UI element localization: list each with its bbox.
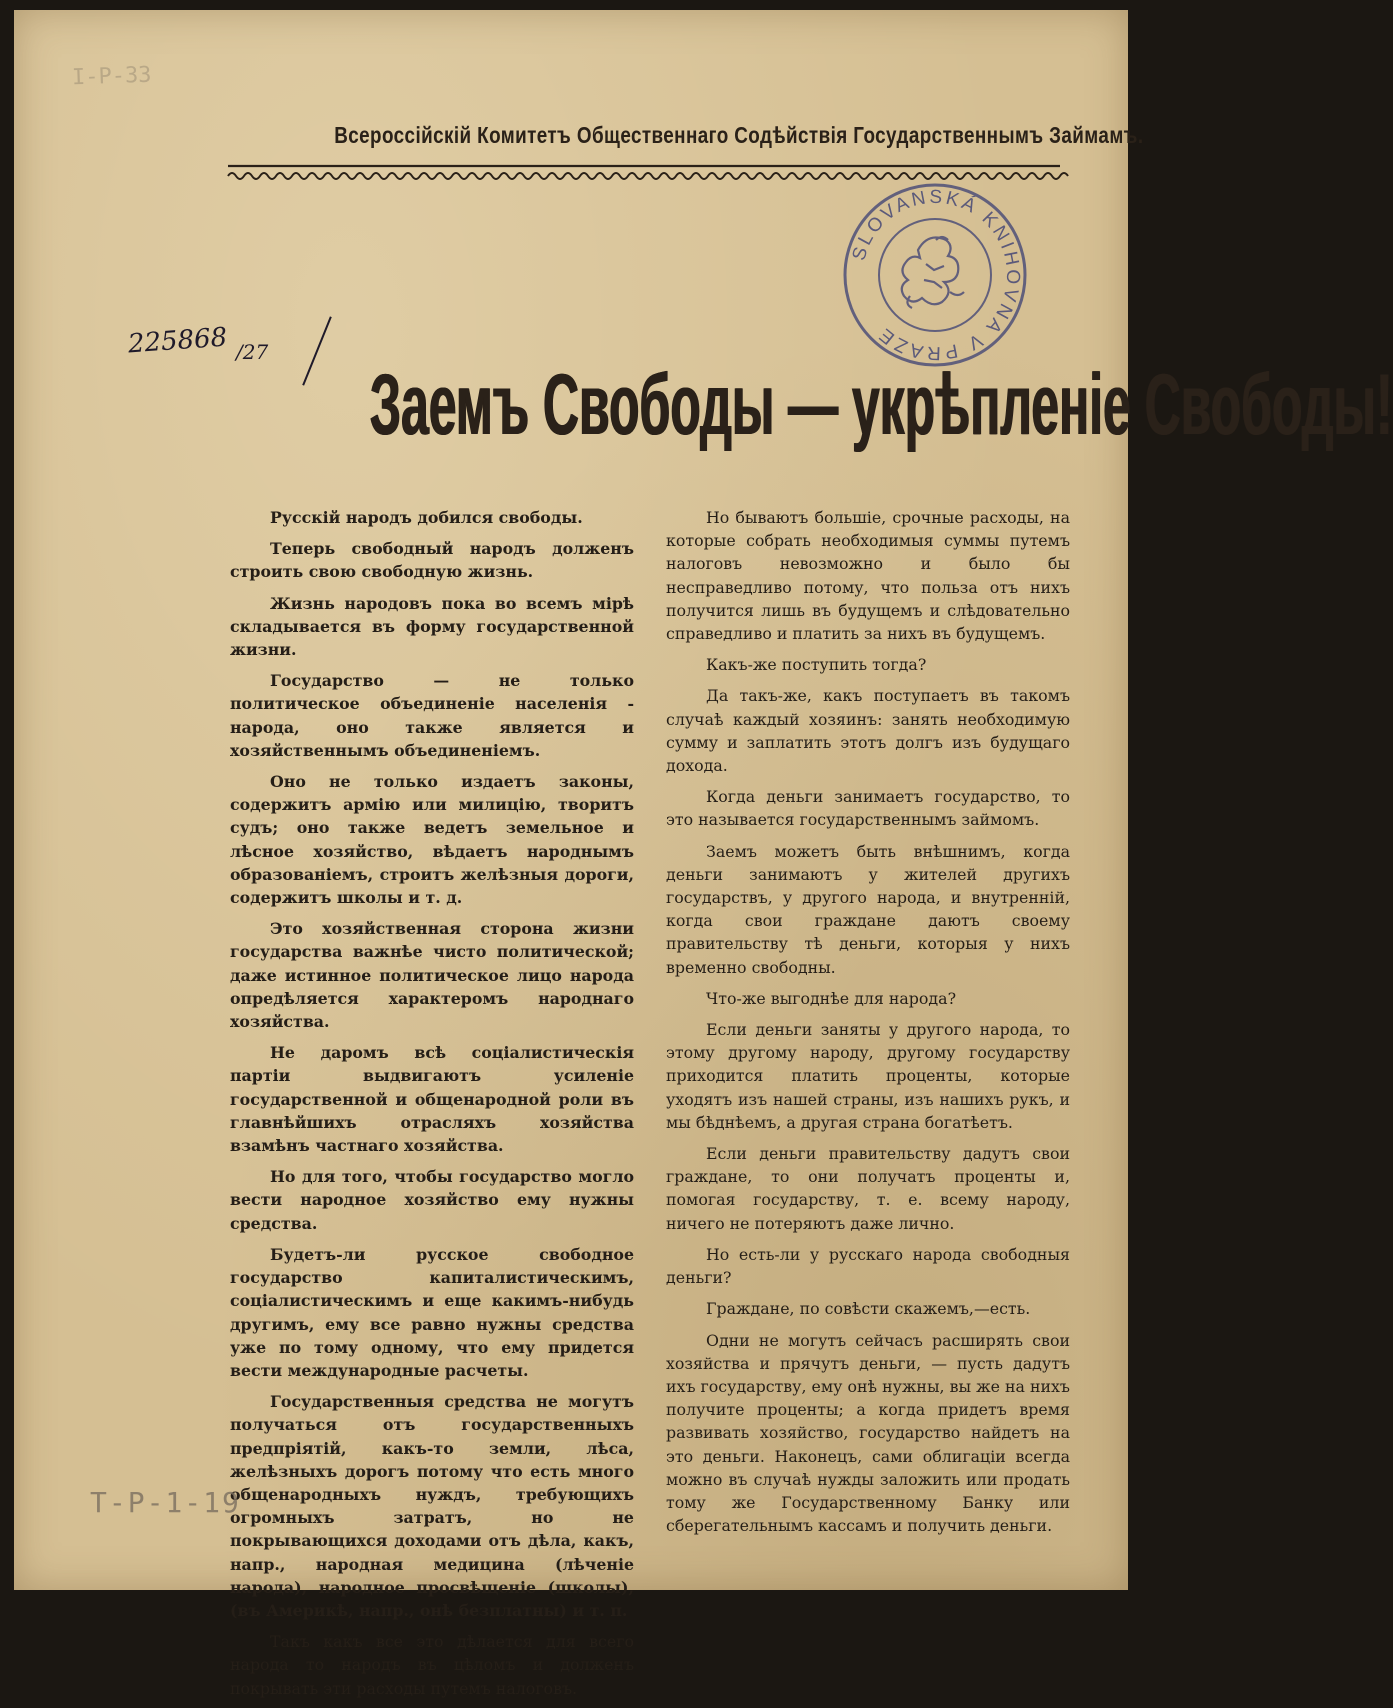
paragraph: Русскій народъ добился свободы.	[270, 508, 583, 527]
paragraph: Граждане, по совѣсти скажемъ,—есть.	[706, 1299, 1031, 1319]
lion-emblem-icon	[902, 237, 964, 308]
organization-header: Всероссійскій Комитетъ Общественнаго Содѣйствія Государственнымъ Займамъ.	[334, 122, 1144, 148]
paragraph: Теперь свободный народъ долженъ строить свою свободную жизнь.	[230, 539, 634, 582]
paragraph: Оно не только издаетъ законы, содержитъ армію или милицію, творитъ судъ; оно также ведетъ земельное и лѣсное хозяйство, вѣдаетъ народнымъ образованіемъ, строитъ желѣзныя дороги, содержитъ школы и т. д.	[230, 772, 634, 908]
catalog-number-main: 225868	[127, 322, 229, 360]
catalog-slash	[302, 316, 332, 385]
paragraph: Одни не могутъ сейчасъ расширять свои хозяйства и прячутъ деньги, — пусть дадутъ ихъ государству, ему онѣ нужны, вы же на нихъ получите проценты; а когда придетъ время развивать хозяйство, государство найдетъ на это деньги. Наконецъ, сами облигаціи всегда можно въ случаѣ нужды заложить или продать тому же Государственному Банку или сберегательнымъ кассамъ и получить деньги.	[666, 1330, 1070, 1536]
paragraph: Такъ какъ все это дѣлается для всего народа то народъ въ цѣломъ и долженъ покрывать эти расходы путемъ налоговъ.	[230, 1632, 634, 1698]
paragraph: Если деньги правительству дадутъ свои граждане, то они получатъ проценты и, помогая государству, т. е. всему народу, ничего не потеряютъ даже лично.	[666, 1144, 1070, 1233]
paragraph: Заемъ можетъ быть внѣшнимъ, когда деньги занимаютъ у жителей другихъ государствъ, у другого народа, и внутренній, когда свои граждане даютъ своему правительству тѣ деньги, которыя у нихъ временно свободны.	[666, 841, 1070, 977]
svg-text:SLOVANSKÁ KNIHOVNA V PRAZE	[849, 187, 1024, 363]
column-right	[666, 506, 1070, 1545]
catalog-number	[118, 310, 288, 390]
paragraph: Когда деньги занимаетъ государство, то это называется государственнымъ займомъ.	[666, 787, 1070, 830]
main-title: Заемъ Свободы — укрѣпленіе Свободы!	[369, 357, 1393, 453]
paragraph: Жизнь народовъ пока во всемъ мірѣ складывается въ форму государственной жизни.	[230, 593, 634, 660]
paragraph: Да такъ-же, какъ поступаетъ въ такомъ случаѣ каждый хозяинъ: занять необходимую сумму и заплатить этотъ долгъ изъ будущаго дохода.	[666, 686, 1070, 776]
paragraph: Не даромъ всѣ соціалистическія партіи выдвигаютъ усиленіе государственной и общенародной роли въ главнѣйшихъ отрасляхъ хозяйства взамѣнъ частнаго хозяйства.	[230, 1043, 634, 1156]
column-left	[230, 506, 634, 1708]
paragraph: Но для того, чтобы государство могло вести народное хозяйство ему нужны средства.	[230, 1167, 634, 1233]
paragraph: Но есть-ли у русскаго народа свободныя деньги?	[666, 1244, 1070, 1288]
pencil-mark-bottom: T-P-1-19	[90, 1486, 241, 1519]
paragraph: Государственныя средства не могутъ получаться отъ государственныхъ предпріятій, какъ-то земли, лѣса, желѣзныхъ дорогъ потому что есть много общенародныхъ нуждъ, требующихъ огромныхъ затратъ, но не покрывающихся доходами отъ дѣла, какъ, напр., народная медицина (лѣченіе народа), народное просвѣщеніе (школы), (въ Америкѣ, напр., онѣ безплатны) и т. п.	[230, 1392, 634, 1620]
paragraph: Что-же выгоднѣе для народа?	[706, 988, 957, 1008]
paragraph: Какъ-же поступить тогда?	[706, 655, 927, 675]
paragraph: Это хозяйственная сторона жизни государства важнѣе чисто политической; даже истинное политическое лицо народа опредѣляется характеромъ народнаго хозяйства.	[230, 919, 634, 1032]
paragraph: Если деньги заняты у другого народа, то этому другому народу, другому государству приходится платить проценты, которые уходятъ изъ нашей страны, изъ нашихъ рукъ, и мы бѣднѣемъ, а другая страна богатѣетъ.	[666, 1020, 1070, 1132]
paragraph: Но бываютъ большіе, срочные расходы, на которые собрать необходимыя суммы путемъ налоговъ невозможно и было бы несправедливо потому, что польза отъ нихъ получится лишь въ будущемъ и слѣдовательно справедливо и платить за нихъ въ будущемъ.	[666, 508, 1070, 644]
pencil-mark-top: I-P-33	[71, 62, 152, 91]
paragraph: Государство — не только политическое объединеніе населенія - народа, оно также является и хозяйственнымъ объединеніемъ.	[230, 671, 634, 760]
document-sheet	[14, 10, 1393, 1698]
stamp-text: SLOVANSKÁ KNIHOVNA V PRAZE	[848, 186, 1024, 364]
catalog-number-fraction: /27	[236, 340, 269, 364]
library-stamp	[840, 180, 1030, 370]
paragraph: Будетъ-ли русское свободное государство капиталистическимъ, соціалистическимъ и еще какимъ-нибудь другимъ, ему все равно нужны средства уже по тому одному, что ему придется вести международные расчеты.	[230, 1244, 634, 1380]
